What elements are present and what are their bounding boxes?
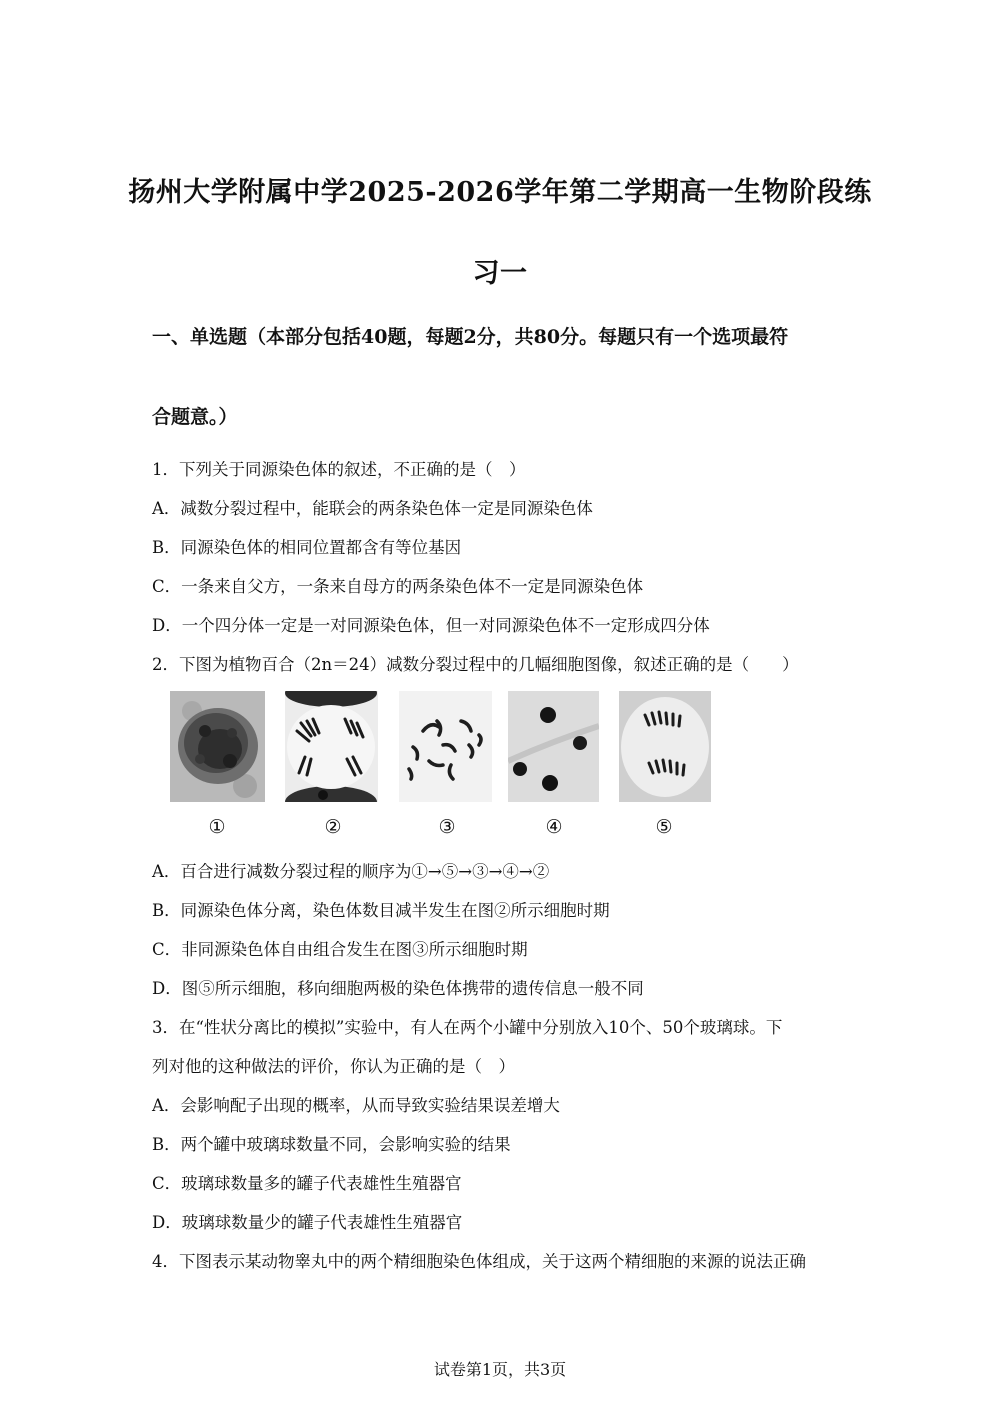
q3-stem-line2: 列对他的这种做法的评价，你认为正确的是（ ） <box>152 1057 515 1076</box>
figure-label-3: ③ <box>438 816 456 838</box>
q2-option-c: C．非同源染色体自由组合发生在图③所示细胞时期 <box>152 940 528 959</box>
exam-title-line1: 扬州大学附属中学2025-2026学年第二学期高一生物阶段练 <box>128 177 872 208</box>
exam-title-line2: 习一 <box>472 258 528 289</box>
q1-option-a: A．减数分裂过程中，能联会的两条染色体一定是同源染色体 <box>152 499 593 518</box>
q3-option-b: B．两个罐中玻璃球数量不同，会影响实验的结果 <box>152 1135 511 1154</box>
q3-option-a: A．会影响配子出现的概率，从而导致实验结果误差增大 <box>152 1096 560 1115</box>
q1-option-d: D．一个四分体一定是一对同源染色体，但一对同源染色体不一定形成四分体 <box>152 616 710 635</box>
section-heading-line1: 一、单选题（本部分包括40题，每题2分，共80分。每题只有一个选项最符 <box>152 326 789 348</box>
q2-option-d: D．图⑤所示细胞，移向细胞两极的染色体携带的遗传信息一般不同 <box>152 979 644 998</box>
cell-image-4 <box>508 691 599 802</box>
q2-option-b: B．同源染色体分离，染色体数目减半发生在图②所示细胞时期 <box>152 901 610 920</box>
q3-stem-line1: 3．在“性状分离比的模拟”实验中，有人在两个小罐中分别放入10个、50个玻璃球。下 <box>152 1018 783 1037</box>
q2-stem: 2．下图为植物百合（2n＝24）减数分裂过程中的几幅细胞图像，叙述正确的是（ ） <box>152 655 799 674</box>
figure-label-4: ④ <box>545 816 563 838</box>
figure-label-5: ⑤ <box>655 816 673 838</box>
page-footer: 试卷第1页，共3页 <box>433 1360 567 1379</box>
cell-image-5 <box>619 691 711 802</box>
q3-option-d: D．玻璃球数量少的罐子代表雄性生殖器官 <box>152 1213 463 1232</box>
figure-label-1: ① <box>208 816 226 838</box>
q4-stem-line1: 4．下图表示某动物睾丸中的两个精细胞染色体组成，关于这两个精细胞的来源的说法正确 <box>152 1252 806 1271</box>
q1-stem: 1．下列关于同源染色体的叙述，不正确的是（ ） <box>152 460 526 479</box>
q1-option-c: C．一条来自父方，一条来自母方的两条染色体不一定是同源染色体 <box>152 577 644 596</box>
section-heading-line2: 合题意。） <box>152 406 238 428</box>
cell-image-3 <box>399 691 492 802</box>
q2-option-a: A．百合进行减数分裂过程的顺序为①→⑤→③→④→② <box>152 862 550 881</box>
figure-label-2: ② <box>324 816 342 838</box>
cell-image-1 <box>170 691 265 802</box>
q1-option-b: B．同源染色体的相同位置都含有等位基因 <box>152 538 462 557</box>
q3-option-c: C．玻璃球数量多的罐子代表雄性生殖器官 <box>152 1174 462 1193</box>
cell-image-2 <box>285 691 378 802</box>
